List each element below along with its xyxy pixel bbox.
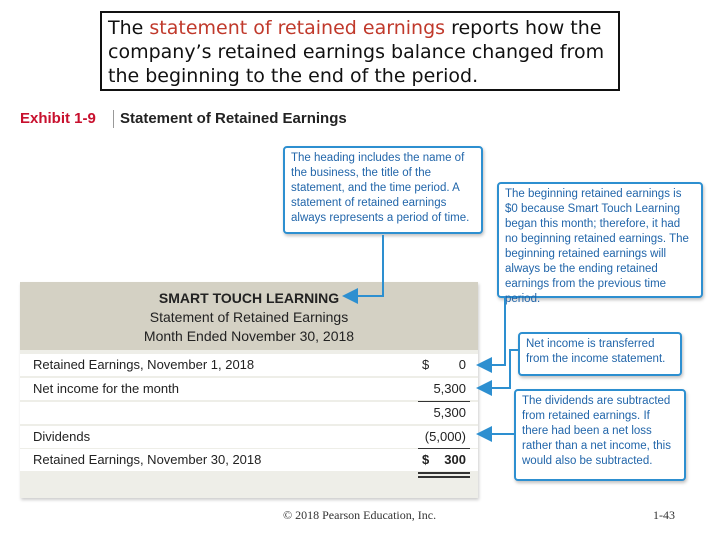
company-name: SMART TOUCH LEARNING <box>158 290 340 306</box>
row-amount: (5,000) <box>424 429 466 444</box>
exhibit-name: Statement of Retained Earnings <box>120 110 347 127</box>
arrow-net-income <box>478 350 518 388</box>
row-amount: 0 <box>458 357 466 372</box>
copyright-notice: © 2018 Pearson Education, Inc. <box>283 508 437 522</box>
exhibit-number: Exhibit 1-9 <box>20 110 96 127</box>
page-number: 1-43 <box>653 508 675 522</box>
statement-period: Month Ended November 30, 2018 <box>143 328 355 344</box>
row-label: Retained Earnings, November 30, 2018 <box>33 452 262 467</box>
title-text-start: The <box>108 17 150 39</box>
arrow-heading <box>344 235 383 296</box>
row-label: Net income for the month <box>33 381 179 396</box>
callout-beginning-balance: The beginning retained earnings is $0 because Smart Touch Learning began this month; therefore, it had no beginning retained earnings. The beginning retained earnings will always be the ending retained earnings from the previous time period. <box>497 182 703 298</box>
row-amount: 5,300 <box>433 381 466 396</box>
statement-title: Statement of Retained Earnings <box>149 309 349 325</box>
callout-dividends: The dividends are subtracted from retained earnings. If there had been a net loss rather than a net income, this would also be subtracted. <box>514 389 686 481</box>
row-amount: 5,300 <box>433 405 466 420</box>
row-currency: $ <box>422 357 430 372</box>
arrow-beginning-balance <box>478 298 505 365</box>
row-currency: $ <box>422 452 430 467</box>
row-label: Retained Earnings, November 1, 2018 <box>33 357 255 372</box>
row-amount: 300 <box>444 452 466 467</box>
callout-net-income: Net income is transferred from the income statement. <box>518 332 682 376</box>
row-label: Dividends <box>33 429 91 444</box>
title-highlight: statement of retained earnings <box>149 17 446 39</box>
title-text-end: reports how the company’s retained earnings balance changed from the beginning to the end of the period. <box>108 17 605 87</box>
callout-heading: The heading includes the name of the business, the title of the statement, and the time period. A statement of retained earnings always represents a period of time. <box>283 146 483 234</box>
